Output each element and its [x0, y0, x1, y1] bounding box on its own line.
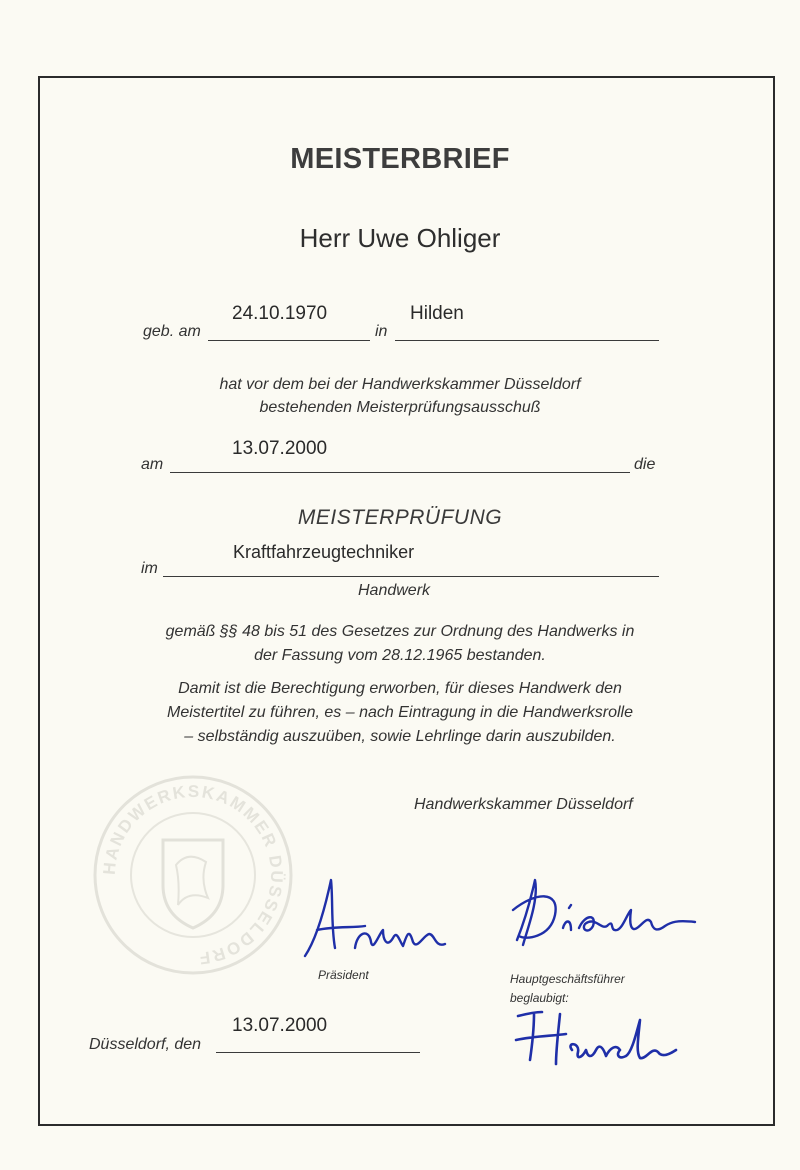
manager-label: Hauptgeschäftsführer: [510, 972, 625, 986]
rights-line-3: – selbständig auszuüben, sowie Lehrlinge darin auszubilden.: [184, 728, 616, 745]
birth-place-line: [395, 340, 659, 341]
trade-value: Kraftfahrzeugtechniker: [233, 542, 415, 562]
trade-line: [163, 576, 659, 577]
certified-label: beglaubigt:: [510, 991, 569, 1005]
birth-place-label: in: [375, 323, 388, 340]
exam-date-label: am: [141, 456, 164, 473]
recipient-name: Herr Uwe Ohliger: [299, 223, 501, 253]
trade-label: im: [141, 560, 158, 577]
exam-date-line: [170, 472, 630, 473]
svg-text:HANDWERKSKAMMER DÜSSELDORF: [100, 782, 286, 968]
issue-date-value: 13.07.2000: [232, 1015, 328, 1036]
embossed-seal: [88, 770, 298, 980]
issuer-name: Handwerkskammer Düsseldorf: [414, 796, 633, 813]
seal-text: HANDWERKSKAMMER DÜSSELDORF: [99, 781, 287, 969]
president-label: Präsident: [318, 968, 369, 982]
place-date-label: Düsseldorf, den: [89, 1036, 202, 1053]
exam-date-suffix: die: [634, 456, 656, 473]
legal-line-2: der Fassung vom 28.12.1965 bestanden.: [254, 647, 546, 664]
certificate-title: MEISTERBRIEF: [290, 143, 510, 175]
rights-line-1: Damit ist die Berechtigung erworben, für dieses Handwerk den: [178, 680, 622, 697]
birth-date-label: geb. am: [143, 323, 201, 340]
president-signature: [295, 868, 455, 968]
birth-place-value: Hilden: [410, 303, 464, 324]
trade-caption: Handwerk: [358, 582, 431, 599]
manager-signature: [505, 870, 705, 955]
rights-line-2: Meistertitel zu führen, es – nach Eintragung in die Handwerksrolle: [166, 704, 634, 721]
legal-line-1: gemäß §§ 48 bis 51 des Gesetzes zur Ordnung des Handwerks in: [165, 623, 635, 640]
intro-line-2: bestehenden Meisterprüfungsausschuß: [259, 399, 541, 416]
exam-date-value: 13.07.2000: [232, 438, 328, 459]
intro-line-1: hat vor dem bei der Handwerkskammer Düsseldorf: [219, 376, 581, 393]
issue-date-line: [216, 1052, 420, 1053]
certifier-signature: [512, 1006, 682, 1068]
birth-date-value: 24.10.1970: [232, 303, 328, 324]
exam-title: MEISTERPRÜFUNG: [297, 506, 503, 529]
birth-date-line: [208, 340, 370, 341]
